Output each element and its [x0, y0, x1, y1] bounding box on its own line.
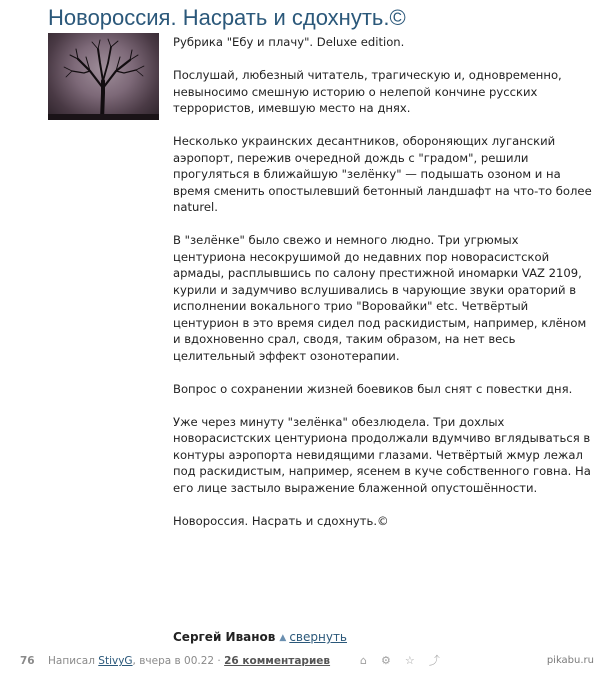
home-icon[interactable]: ⌂	[360, 654, 367, 667]
gear-icon[interactable]: ⚙	[380, 654, 391, 667]
post-paragraph: Несколько украинских десантников, обороняющих луганский аэропорт, пережив очередной дождь с "градом", решили прогуляться в ближайшую "зелёнку" — подышать озоном и на время сменить опостылевший бетонный ландшафт на что-то более naturel.	[173, 134, 592, 214]
caret-up-icon[interactable]: ▲	[279, 633, 287, 643]
post-paragraph: Уже через минуту "зелёнка" обезлюдела. Три дохлых новорасистских центуриона продолжали вдумчиво вглядываться в контуры аэропорта невидящими глазами. Четвёртый жмур лежал под раскидистым, например, ясенем в куче собственного говна. На его лице застыло выражение блаженной опустошённости.	[173, 414, 591, 495]
collapse-link[interactable]: свернуть	[289, 630, 348, 644]
star-icon[interactable]: ☆	[404, 654, 415, 667]
tree-silhouette-image	[48, 33, 159, 120]
post-body	[173, 34, 593, 546]
post-paragraph: Послушай, любезный читатель, трагическую и, одновременно, невыносимо смешную историю о нелепой кончине русских террористов, имевшую место на днях.	[173, 68, 562, 115]
post-meta	[48, 650, 330, 672]
post-actions	[360, 650, 454, 672]
site-watermark: pikabu.ru	[546, 655, 594, 666]
post-paragraph: Рубрика "Ебу и плачу". Deluxe edition.	[173, 35, 405, 49]
post-paragraph: В "зелёнке" было свежо и немного людно. Три угрюмых центуриона несокрушимой до недавних пор новорасистской армады, расплывшись по салону престижной иномарки VAZ 2109, курили и задумчиво вслушивались в чарующие звуки ораторий в исполнении вокального трио "Воровайки" etc. Четвёртый центурион в это время сидел под раскидистым, например, клёном и вдохновенно срал, сводя, таким образом, на нет весь целительный эффект озонотерапии.	[173, 233, 587, 363]
post-thumbnail[interactable]	[48, 33, 159, 120]
post-title[interactable]: Новороссия. Насрать и сдохнуть.©	[48, 5, 406, 30]
author-username-link[interactable]: StivyG	[98, 655, 133, 667]
posted-time: , вчера в 00.22 ·	[132, 655, 225, 667]
author-name: Сергей Иванов	[173, 630, 276, 644]
post-footer	[0, 650, 600, 676]
author-row	[173, 628, 347, 646]
comments-link[interactable]: 26 комментариев	[224, 655, 331, 667]
post-paragraph: Новороссия. Насрать и сдохнуть.©	[173, 513, 389, 528]
post-paragraph: Вопрос о сохранении жизней боевиков был снят с повестки дня.	[173, 381, 573, 396]
posted-prefix: Написал	[48, 655, 95, 667]
rating-count: 76	[20, 655, 35, 667]
share-icon[interactable]: ⤴	[428, 654, 440, 667]
